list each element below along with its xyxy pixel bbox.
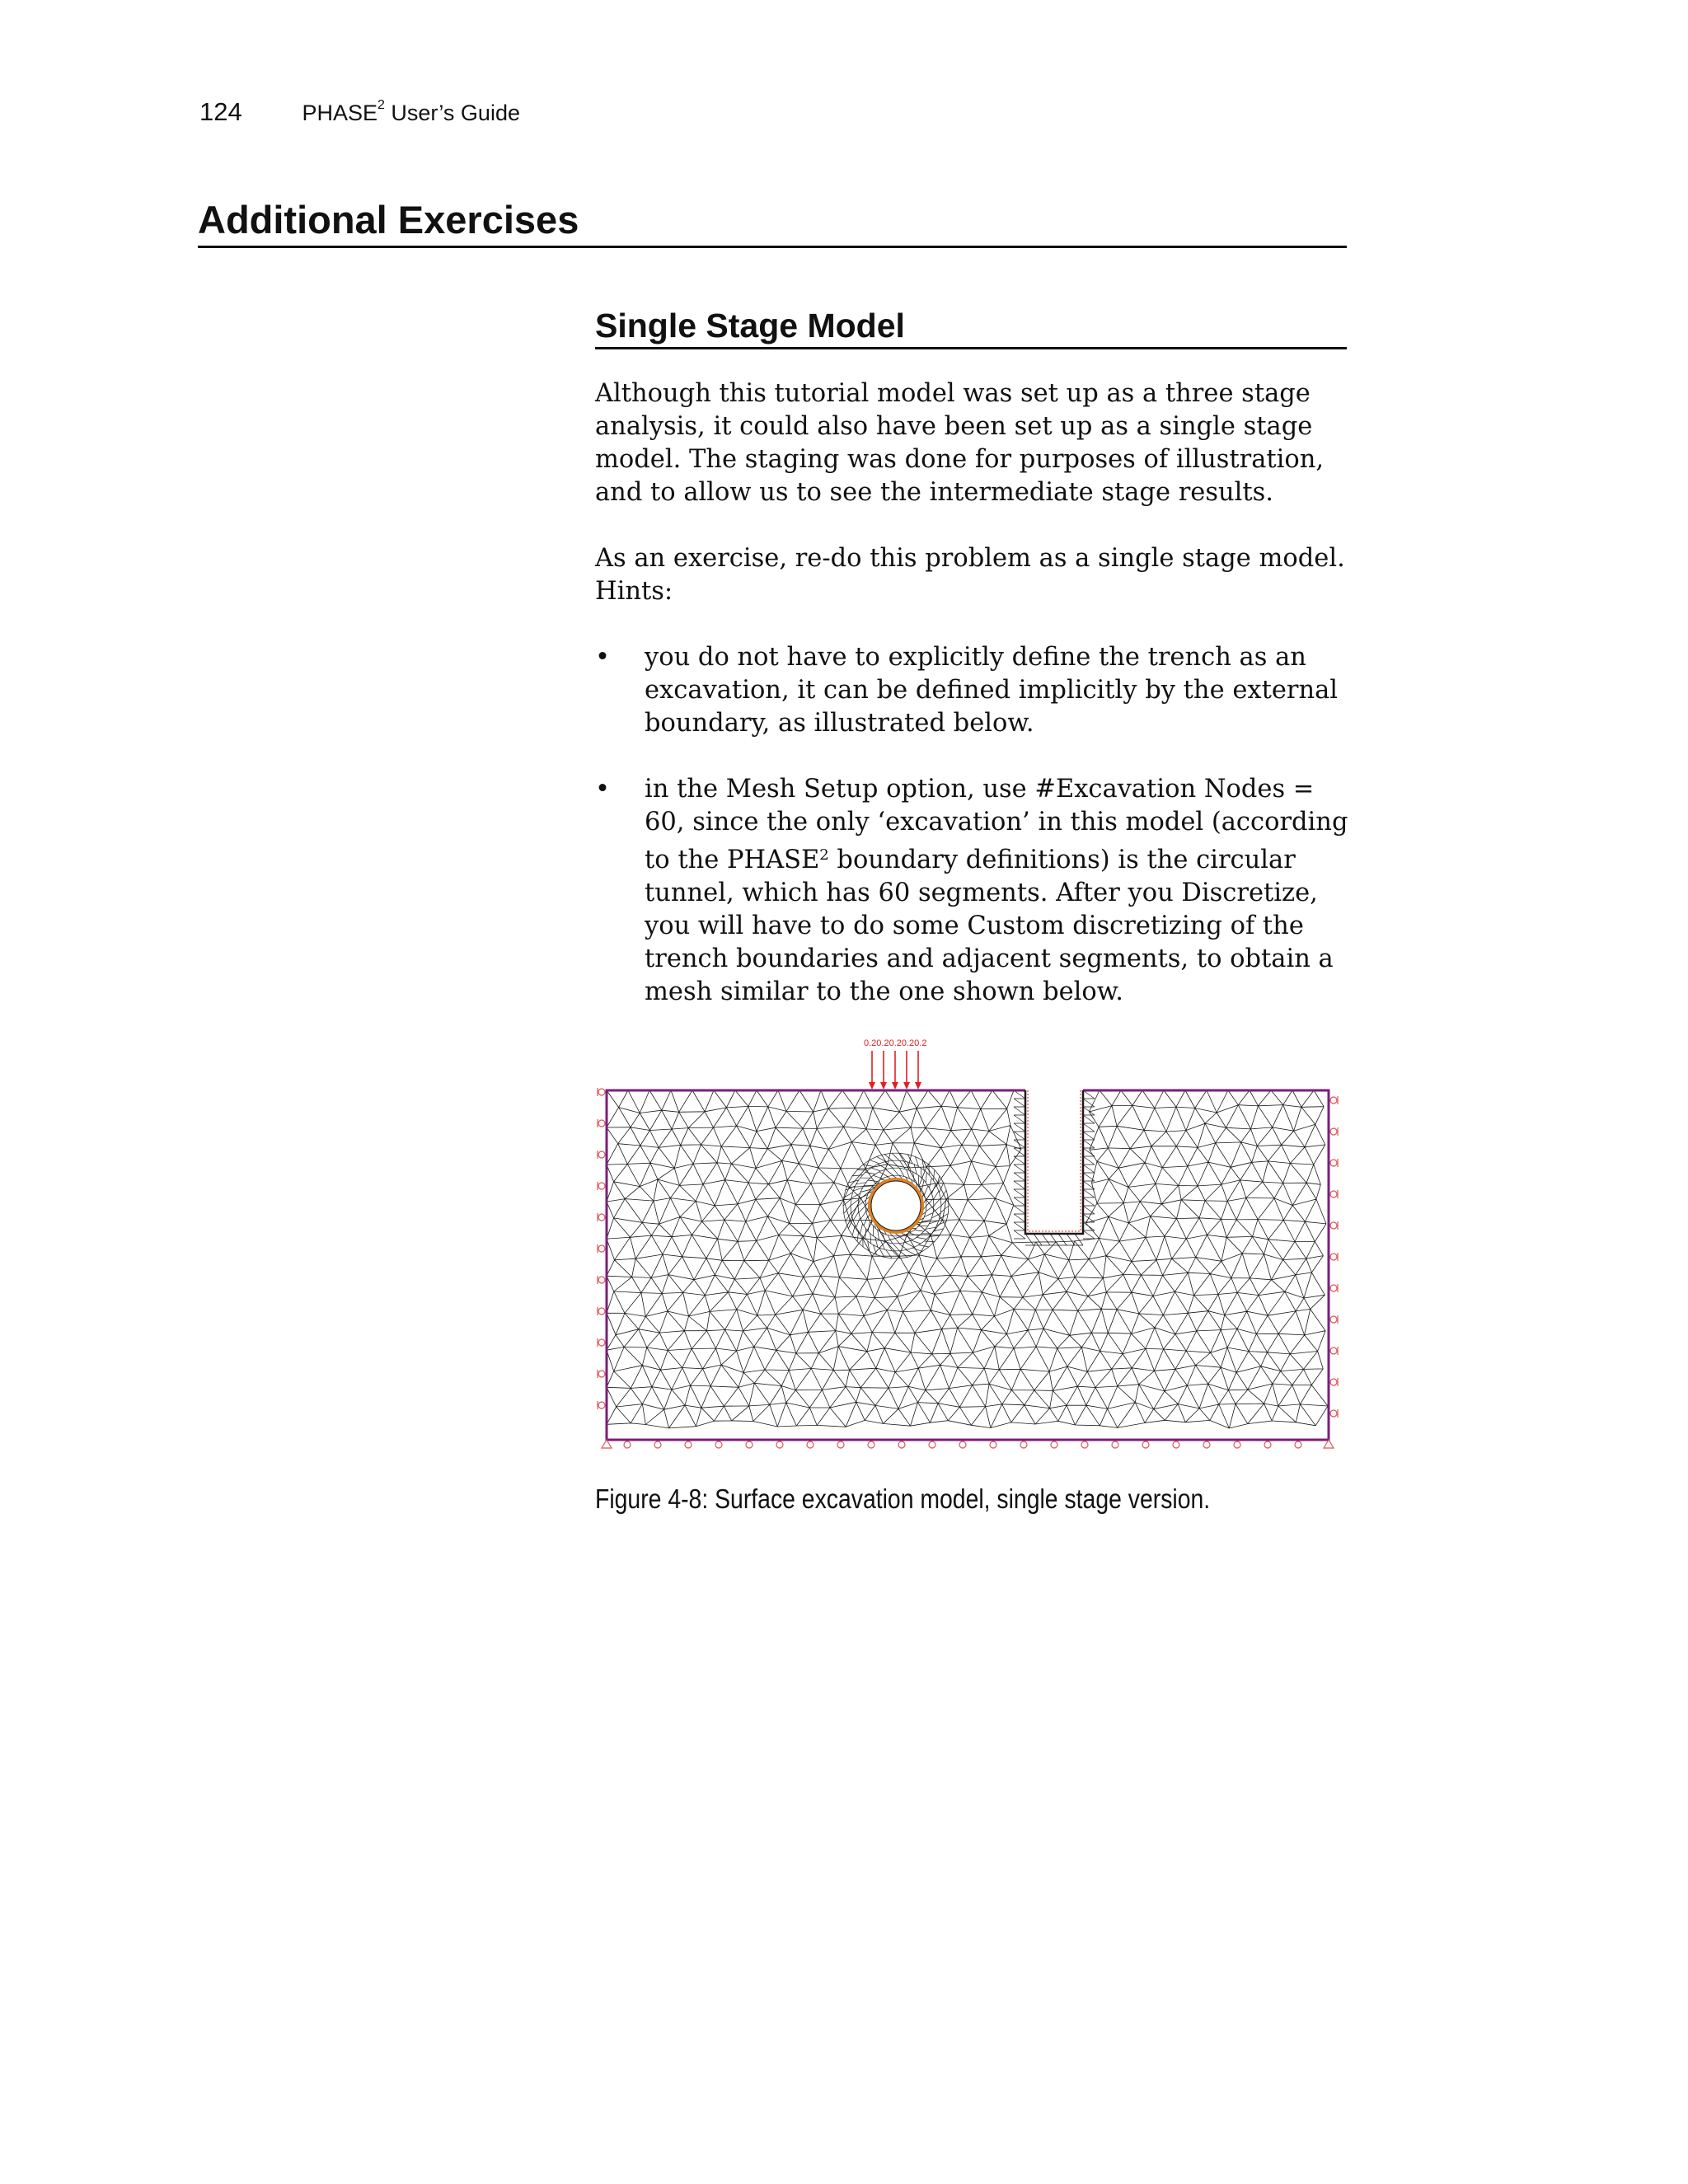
roller-support-left xyxy=(598,1183,605,1189)
tunnel-excavation xyxy=(870,1179,922,1232)
roller-support-left xyxy=(598,1402,605,1408)
trench-edge-markers xyxy=(1028,1090,1081,1231)
roller-support-bottom xyxy=(807,1441,814,1448)
roller-support-bottom xyxy=(776,1441,783,1448)
roller-support-right xyxy=(1330,1222,1337,1229)
page-number: 124 xyxy=(199,97,242,126)
roller-support-bottom xyxy=(898,1441,905,1448)
roller-support-bottom xyxy=(1295,1441,1301,1448)
roller-support-bottom xyxy=(1264,1441,1271,1448)
roller-support-bottom xyxy=(1203,1441,1210,1448)
roller-support-right xyxy=(1330,1191,1337,1197)
boundary-supports xyxy=(598,1088,1338,1448)
mesh-figure xyxy=(595,1034,1341,1455)
roller-support-left xyxy=(598,1308,605,1315)
page-header xyxy=(199,97,520,127)
paragraph-intro: Although this tutorial model was set up as a three stage analysis, it could also have been set up as a single stage model. The staging was done for purposes of illustration, and to allow us to see the intermediate stage results. xyxy=(595,379,1325,507)
roller-support-left xyxy=(598,1089,605,1095)
hints-list xyxy=(595,641,1353,1042)
roller-support-left xyxy=(598,1120,605,1127)
roller-support-left xyxy=(598,1151,605,1158)
roller-support-bottom xyxy=(1112,1441,1118,1448)
roller-support-left xyxy=(598,1214,605,1221)
roller-support-right xyxy=(1330,1160,1337,1166)
roller-support-bottom xyxy=(746,1441,753,1448)
section-title: Additional Exercises xyxy=(198,198,1347,248)
roller-support-bottom xyxy=(1081,1441,1088,1448)
roller-support-bottom xyxy=(837,1441,844,1448)
roller-support-bottom xyxy=(959,1441,966,1448)
hint-text: in the Mesh Setup option, use #Excavation Nodes = 60, since the only ‘excavation’ in this model (according to the PHASE$^2$ boundary definitions) is the circular tunnel, which has 60 segments. After you Discretize, you will have to do some Custom discretizing of the trench boundaries and adjacent segments, to obtain a mesh similar to the one shown below. xyxy=(645,775,1348,1006)
subsection-title: Single Stage Model xyxy=(595,307,1347,349)
roller-support-right xyxy=(1330,1254,1337,1260)
roller-support-bottom xyxy=(990,1441,996,1448)
roller-support-bottom xyxy=(685,1441,692,1448)
mesh-edges xyxy=(607,1090,1328,1428)
roller-support-right xyxy=(1330,1410,1337,1417)
figure-caption: Figure 4-8: Surface excavation model, single stage version. xyxy=(595,1483,1211,1514)
distributed-load xyxy=(869,1051,921,1090)
load-arrow-head xyxy=(903,1082,910,1090)
roller-support-left xyxy=(598,1371,605,1377)
roller-support-right xyxy=(1330,1379,1337,1385)
roller-support-bottom xyxy=(715,1441,722,1448)
roller-support-bottom xyxy=(624,1441,631,1448)
mesh-diagram xyxy=(595,1034,1341,1455)
roller-support-bottom xyxy=(1142,1441,1149,1448)
roller-support-bottom xyxy=(1173,1441,1179,1448)
hint-item xyxy=(595,641,1353,740)
roller-support-bottom xyxy=(868,1441,874,1448)
roller-support-bottom xyxy=(654,1441,661,1448)
roller-support-right xyxy=(1330,1347,1337,1354)
roller-support-left xyxy=(598,1339,605,1346)
guide-title: PHASE$^2$ User’s Guide xyxy=(302,98,520,125)
bullet-icon: • xyxy=(595,775,610,804)
roller-support-bottom xyxy=(1020,1441,1027,1448)
hint-item xyxy=(595,773,1353,1009)
roller-support-left xyxy=(598,1245,605,1252)
paragraph-exercise: As an exercise, re-do this problem as a single stage model. Hints: xyxy=(595,544,1345,606)
load-arrow-head xyxy=(869,1082,875,1090)
roller-support-bottom xyxy=(1234,1441,1240,1448)
load-arrow-head xyxy=(915,1082,921,1090)
roller-support-right xyxy=(1330,1285,1337,1291)
hint-text: you do not have to explicitly define the trench as an excavation, it can be defined implicitly by the external boundary, as illustrated below. xyxy=(645,643,1339,738)
load-label: 0.20.20.20.20.2 xyxy=(864,1038,927,1048)
roller-support-right xyxy=(1330,1128,1337,1135)
roller-support-right xyxy=(1330,1097,1337,1104)
trench-boundary xyxy=(1025,1090,1083,1234)
roller-support-right xyxy=(1330,1316,1337,1323)
load-arrow-head xyxy=(892,1082,898,1090)
roller-support-bottom xyxy=(929,1441,935,1448)
tunnel-circle xyxy=(870,1179,922,1232)
roller-support-left xyxy=(598,1277,605,1283)
roller-support-bottom xyxy=(1051,1441,1057,1448)
mesh-lines xyxy=(607,1090,1328,1428)
bullet-icon: • xyxy=(595,643,610,672)
load-arrow-head xyxy=(880,1082,887,1090)
